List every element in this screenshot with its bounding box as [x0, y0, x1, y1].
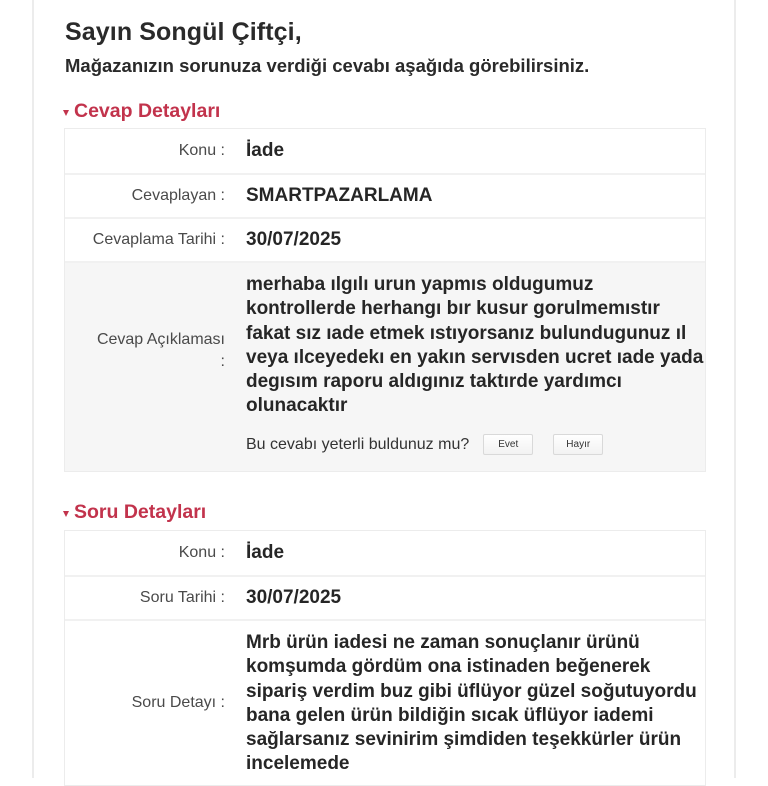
- section-header-answer-details[interactable]: [63, 100, 220, 123]
- row-value: İade: [246, 140, 285, 161]
- triangle-down-icon: [63, 110, 69, 116]
- row-label: Soru Detayı :: [131, 693, 225, 711]
- no-button[interactable]: Hayır: [553, 434, 603, 455]
- row-value: 30/07/2025: [246, 229, 342, 250]
- row-value: İade: [246, 542, 285, 563]
- row-value: 30/07/2025: [246, 587, 342, 608]
- row-label: [65, 263, 235, 471]
- page-container: [32, 0, 736, 778]
- row-label: Konu :: [178, 544, 225, 561]
- row-value: SMARTPAZARLAMA: [246, 185, 433, 206]
- feedback-question: Bu cevabı yeterli buldunuz mu?: [246, 435, 470, 453]
- row-label: Cevaplama Tarihi :: [92, 231, 225, 248]
- answer-description-cell: [235, 263, 705, 471]
- question-detail-text: Mrb ürün iadesi ne zaman sonuçlanır ürünü komşumda gördüm ona istinaden beğenerek sipariş verdim buz gibi üflüyor güzel soğutuyordu bana gelen ürün bildiğin sıcak üflüyor iademi sağlarsanız sevinirim şimdiden teşekkürler ürün incelemede: [246, 632, 697, 775]
- row-label: Konu :: [178, 142, 225, 159]
- row-label-text: Cevap Açıklaması: [96, 331, 225, 349]
- table-row-answer-date: [65, 217, 705, 261]
- yes-button[interactable]: Evet: [483, 434, 533, 455]
- row-label: Soru Tarihi :: [139, 589, 225, 606]
- answer-description-text: merhaba ılgılı urun yapmıs oldugumuz kontrollerde herhangı bır kusur gorulmemıstır fakat sız ıade etmek ıstıyorsanız bulundugunuz ıl veya ılceyedekı en yakın servısden ucret ıade yada degısım raporu aldıgınız taktırde yardımcı olunacaktır: [246, 274, 704, 417]
- section-title: Soru Detayları: [74, 501, 207, 523]
- feedback-prompt: [246, 433, 705, 457]
- row-label: Cevaplayan :: [131, 187, 225, 204]
- section-title: Cevap Detayları: [74, 100, 221, 122]
- page-subtitle: Mağazanızın sorunuza verdiği cevabı aşağıda görebilirsiniz.: [65, 55, 590, 76]
- greeting-title: Sayın Songül Çiftçi,: [65, 18, 302, 46]
- triangle-down-icon: [63, 511, 69, 517]
- table-row-question-date: [65, 575, 705, 619]
- table-row-question-detail: [65, 619, 705, 785]
- question-details-table: [64, 530, 706, 786]
- answer-details-table: [64, 128, 706, 472]
- table-row-answer-description: [65, 261, 705, 471]
- table-row-subject: [65, 129, 705, 173]
- table-row-responder: [65, 173, 705, 217]
- table-row-subject: [65, 531, 705, 575]
- section-header-question-details[interactable]: [63, 501, 206, 524]
- row-label-colon: :: [220, 353, 225, 371]
